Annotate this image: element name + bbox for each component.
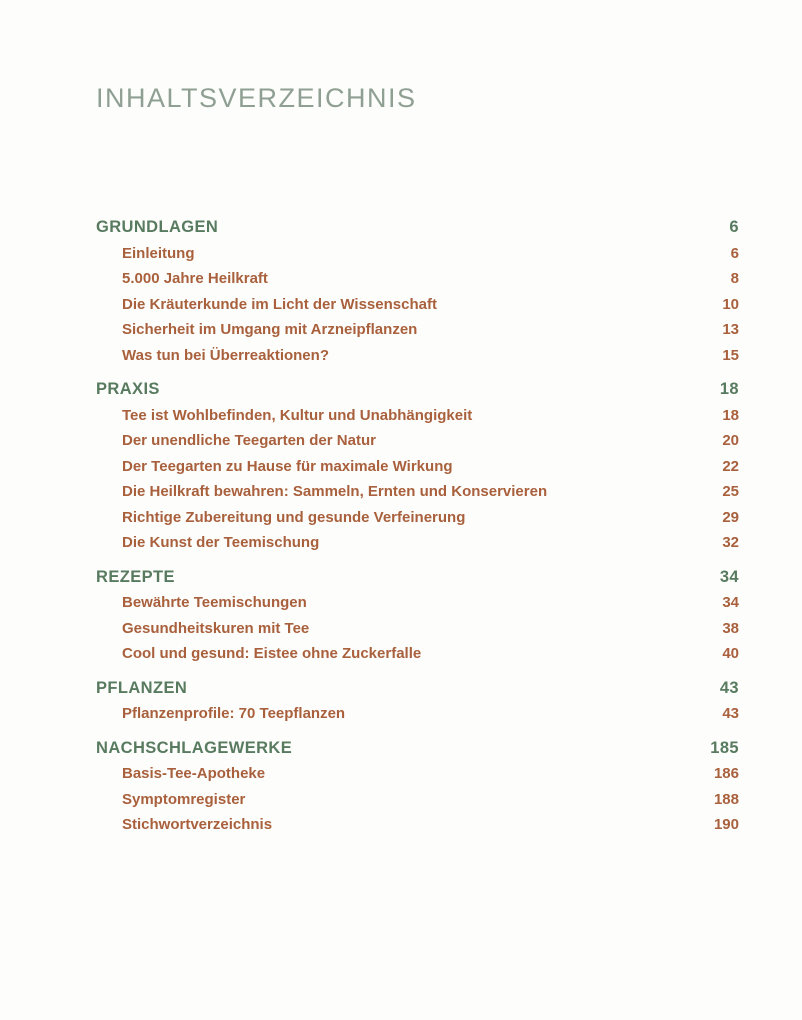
toc-entry-page-number: 188 [713, 790, 739, 808]
toc-entry-page-number: 22 [722, 457, 739, 475]
toc-entry-row [96, 292, 739, 318]
toc-section-heading-row [96, 215, 739, 241]
toc-entry-page-number: 18 [722, 406, 739, 424]
toc-entry-label: Bewährte Teemischungen [122, 594, 307, 611]
toc-entry-row [96, 641, 739, 667]
toc-entry-label: Basis-Tee-Apotheke [122, 765, 266, 782]
toc-entry-row [96, 343, 739, 369]
toc-entry-page-number: 6 [730, 244, 739, 262]
toc-section-label: NACHSCHLAGEWERKE [96, 738, 293, 757]
toc-section [96, 676, 739, 727]
toc-entry-label: Die Heilkraft bewahren: Sammeln, Ernten und Konservieren [122, 483, 548, 500]
toc-entry-row [96, 505, 739, 531]
toc-entry-label: Der unendliche Teegarten der Natur [122, 432, 376, 449]
toc-entry-label: Tee ist Wohlbefinden, Kultur und Unabhängigkeit [122, 406, 473, 424]
toc-section [96, 736, 739, 838]
toc-entry-row [96, 812, 739, 838]
page-title: INHALTSVERZEICHNIS [96, 83, 417, 113]
toc [96, 215, 739, 838]
toc-entry-label: 5.000 Jahre Heilkraft [122, 270, 268, 287]
toc-section-heading-row [96, 676, 739, 702]
toc-entry-page-number: 32 [722, 534, 739, 551]
toc-section-page-number: 6 [729, 218, 739, 236]
toc-entry-label: Stichwortverzeichnis [122, 816, 273, 833]
toc-entry-label: Gesundheitskuren mit Tee [122, 619, 310, 637]
toc-section [96, 565, 739, 667]
toc-entry-row [96, 787, 739, 813]
toc-section-heading-row [96, 736, 739, 762]
toc-section-page-number: 34 [719, 567, 739, 586]
toc-entry-row [96, 454, 739, 480]
toc-section-label: PFLANZEN [96, 678, 188, 697]
toc-entry-page-number: 186 [713, 765, 739, 782]
toc-entry-page-number: 190 [713, 816, 739, 833]
toc-section-page-number: 185 [710, 738, 739, 757]
toc-entry-label: Die Kräuterkunde im Licht der Wissenschaft [122, 295, 437, 313]
toc-entry-row [96, 590, 739, 616]
toc-entry-row [96, 428, 739, 454]
toc-entry-label: Die Kunst der Teemischung [122, 534, 320, 551]
toc-entry-page-number: 15 [722, 346, 739, 364]
toc-entry-page-number: 43 [722, 705, 739, 722]
toc-section-page-number: 43 [719, 678, 739, 697]
toc-entry-label: Symptomregister [122, 790, 246, 808]
toc-entry-page-number: 29 [722, 508, 739, 526]
toc-section-label: REZEPTE [96, 567, 175, 586]
toc-entry-label: Was tun bei Überreaktionen? [122, 346, 329, 364]
toc-entry-page-number: 40 [722, 645, 739, 662]
toc-entry-page-number: 8 [730, 270, 739, 287]
toc-entry-label: Pflanzenprofile: 70 Teepflanzen [122, 705, 346, 722]
toc-entry-row [96, 530, 739, 556]
toc-section [96, 377, 739, 556]
toc-entry-page-number: 34 [722, 594, 739, 611]
toc-entry-label: Der Teegarten zu Hause für maximale Wirkung [122, 457, 453, 475]
toc-entry-row [96, 403, 739, 429]
toc-entry-page-number: 13 [722, 321, 739, 338]
toc-entry-page-number: 10 [722, 295, 739, 313]
toc-section [96, 215, 739, 368]
toc-entry-row [96, 241, 739, 267]
toc-section-heading-row [96, 377, 739, 403]
toc-section-page-number: 18 [719, 380, 739, 398]
toc-entry-row [96, 701, 739, 727]
toc-entry-page-number: 20 [722, 432, 739, 449]
toc-entry-page-number: 25 [722, 483, 739, 500]
toc-entry-row [96, 266, 739, 292]
toc-entry-label: Einleitung [122, 244, 195, 262]
toc-entry-row [96, 616, 739, 642]
toc-entry-row [96, 479, 739, 505]
toc-entry-label: Sicherheit im Umgang mit Arzneipflanzen [122, 321, 418, 338]
toc-section-heading-row [96, 565, 739, 591]
toc-entry-row [96, 761, 739, 787]
toc-entry-label: Cool und gesund: Eistee ohne Zuckerfalle [122, 645, 422, 662]
toc-section-label: PRAXIS [96, 380, 160, 398]
toc-entry-label: Richtige Zubereitung und gesunde Verfeinerung [122, 508, 466, 526]
toc-entry-page-number: 38 [722, 619, 739, 637]
toc-entry-row [96, 317, 739, 343]
toc-section-label: GRUNDLAGEN [96, 218, 219, 236]
